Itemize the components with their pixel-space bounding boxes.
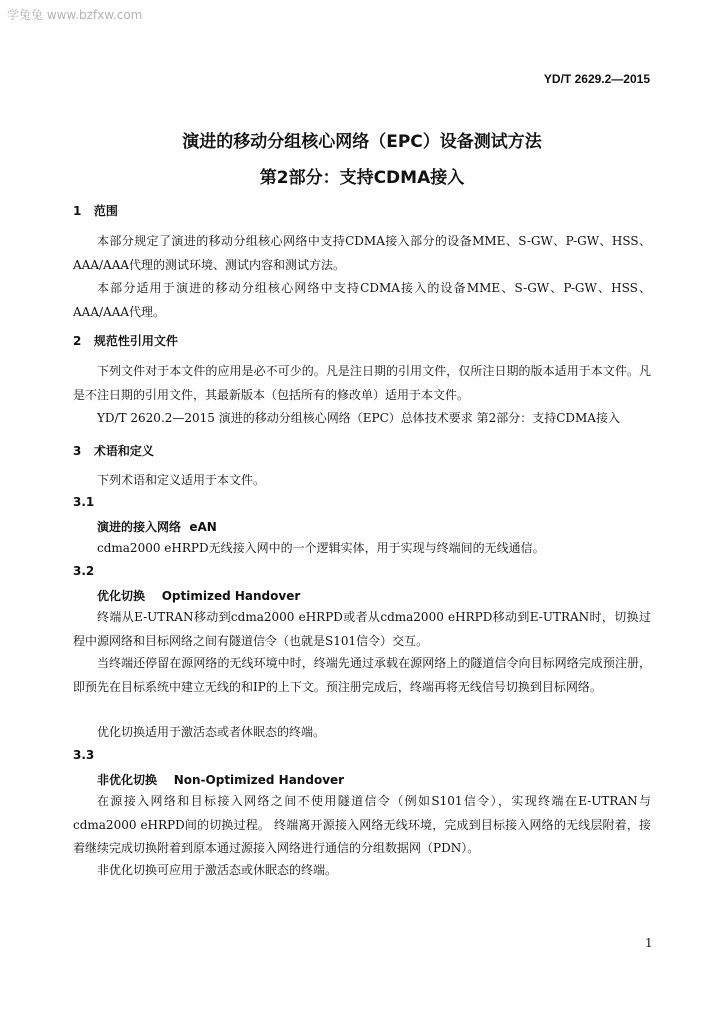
document-number: YD/T 2629.2—2015	[543, 72, 650, 86]
page-number: 1	[645, 936, 653, 950]
paragraph: 非优化切换可应用于激活态或休眠态的终端。	[97, 863, 338, 877]
term-number: 3.2	[73, 564, 95, 578]
paragraph: 下列文件对于本文件的应用是必不可少的。凡是注日期的引用文件，仅所注日期的版本适用于本文件。凡是不注日期的引用文件，其最新版本（包括所有的修改单）适用于本文件。	[73, 364, 651, 402]
paragraph: 本部分规定了演进的移动分组核心网络中支持CDMA接入部分的设备MME、S-GW、P-GW、HSS、AAA/AAA代理的测试环境、测试内容和测试方法。	[73, 234, 651, 272]
watermark: 学兔兔 www.bzfxw.com	[7, 8, 143, 22]
term-definition: cdma2000 eHRPD无线接入网中的一个逻辑实体，用于实现与终端间的无线通信。	[97, 541, 545, 555]
document-subtitle: 第2部分：支持CDMA接入	[259, 168, 465, 188]
term-title: 演进的接入网络 eAN	[97, 520, 217, 534]
term-definition: 终端从E-UTRAN移动到cdma2000 eHRPD或者从cdma2000 eHRPD移动到E-UTRAN时，切换过程中源网络和目标网络之间有隧道信令（也就是S101信令）交互。	[73, 610, 651, 648]
term-title: 非优化切换 Non-Optimized Handover	[97, 773, 345, 787]
section-heading-scope: 1 范围	[73, 204, 118, 218]
section-heading-terms: 3 术语和定义	[73, 444, 154, 458]
term-definition: 在源接入网络和目标接入网络之间不使用隧道信令（例如S101信令），实现终端在E-UTRAN与cdma2000 eHRPD间的切换过程。 终端离开源接入网络无线环境，完成到目标接入网络的无线层附着，接着继续完成切换附着到原本通过源接入网络进行通信的分组数据网（PDN）。	[73, 794, 651, 855]
paragraph: 优化切换适用于激活态或者休眠态的终端。	[97, 725, 326, 739]
paragraph: 当终端还停留在源网络的无线环境中时，终端先通过承载在源网络上的隧道信令向目标网络完成预注册，即预先在目标系统中建立无线的和IP的上下文。预注册完成后，终端再将无线信号切换到目标网络。	[73, 656, 651, 694]
term-number: 3.3	[73, 748, 95, 762]
term-number: 3.1	[73, 495, 95, 509]
paragraph: 下列术语和定义适用于本文件。	[97, 473, 266, 487]
paragraph: 本部分适用于演进的移动分组核心网络中支持CDMA接入的设备MME、S-GW、P-GW、HSS、AAA/AAA代理。	[73, 281, 651, 319]
document-title: 演进的移动分组核心网络（EPC）设备测试方法	[182, 132, 542, 152]
reference-entry: YD/T 2620.2—2015 演进的移动分组核心网络（EPC）总体技术要求 第2部分：支持CDMA接入	[97, 411, 620, 425]
term-title: 优化切换 Optimized Handover	[97, 589, 301, 603]
section-heading-normative-references: 2 规范性引用文件	[73, 334, 178, 348]
